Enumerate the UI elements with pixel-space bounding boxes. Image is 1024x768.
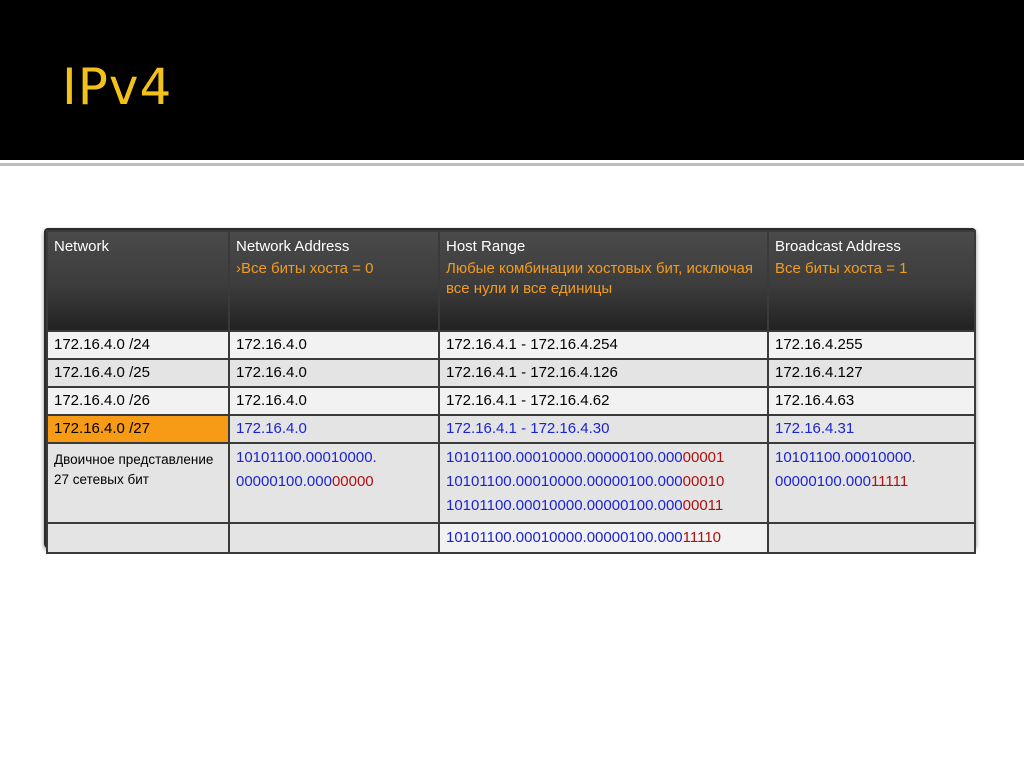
cell-binary-label: Двоичное представление 27 сетевых бит bbox=[47, 443, 229, 523]
cell-host-range: 172.16.4.1 - 172.16.4.126 bbox=[439, 359, 768, 387]
cell-network: 172.16.4.0 /25 bbox=[47, 359, 229, 387]
header-broadcast-address: Broadcast Address Все биты хоста = 1 bbox=[768, 231, 975, 331]
subnet-table-grid bbox=[46, 230, 976, 554]
subnet-table bbox=[44, 228, 976, 548]
cell-network-highlighted: 172.16.4.0 /27 bbox=[47, 415, 229, 443]
table-row bbox=[47, 331, 975, 359]
cell-broadcast: 172.16.4.63 bbox=[768, 387, 975, 415]
slide-title: IPv4 bbox=[62, 58, 173, 116]
cell-broadcast: 172.16.4.31 bbox=[768, 415, 975, 443]
header-host-range: Host Range Любые комбинации хостовых бит, исключая все нули и все единицы bbox=[439, 231, 768, 331]
title-bar bbox=[0, 0, 1024, 160]
table-row-binary-last bbox=[47, 523, 975, 553]
cell-broadcast: 172.16.4.255 bbox=[768, 331, 975, 359]
cell-binary-host-range: 10101100.00010000.00000100.00000001 10101100.00010000.00000100.00000010 10101100.00010000.00000100.00000011 bbox=[439, 443, 768, 523]
cell-network-address: 172.16.4.0 bbox=[229, 387, 439, 415]
table-row-binary bbox=[47, 443, 975, 523]
cell-network: 172.16.4.0 /26 bbox=[47, 387, 229, 415]
cell-network: 172.16.4.0 /24 bbox=[47, 331, 229, 359]
cell-broadcast: 172.16.4.127 bbox=[768, 359, 975, 387]
cell-binary-host-last: 10101100.00010000.00000100.00011110 bbox=[439, 523, 768, 553]
table-header-row bbox=[47, 231, 975, 331]
table-row bbox=[47, 359, 975, 387]
table-row bbox=[47, 387, 975, 415]
title-divider bbox=[0, 163, 1024, 166]
cell-empty bbox=[47, 523, 229, 553]
header-network-address-note: ›Все биты хоста = 0 bbox=[236, 260, 374, 277]
table-row-highlighted bbox=[47, 415, 975, 443]
cell-binary-broadcast: 10101100.00010000. 00000100.00011111 bbox=[768, 443, 975, 523]
header-host-range-note: Любые комбинации хостовых бит, исключая все нули и все единицы bbox=[446, 260, 754, 297]
cell-empty bbox=[229, 523, 439, 553]
cell-network-address: 172.16.4.0 bbox=[229, 359, 439, 387]
header-network-address: Network Address ›Все биты хоста = 0 bbox=[229, 231, 439, 331]
cell-network-address: 172.16.4.0 bbox=[229, 331, 439, 359]
cell-binary-network-address: 10101100.00010000. 00000100.00000000 bbox=[229, 443, 439, 523]
cell-host-range: 172.16.4.1 - 172.16.4.254 bbox=[439, 331, 768, 359]
cell-host-range: 172.16.4.1 - 172.16.4.30 bbox=[439, 415, 768, 443]
cell-network-address: 172.16.4.0 bbox=[229, 415, 439, 443]
cell-empty bbox=[768, 523, 975, 553]
header-broadcast-note: Все биты хоста = 1 bbox=[775, 260, 908, 277]
header-network: Network bbox=[47, 231, 229, 331]
cell-host-range: 172.16.4.1 - 172.16.4.62 bbox=[439, 387, 768, 415]
